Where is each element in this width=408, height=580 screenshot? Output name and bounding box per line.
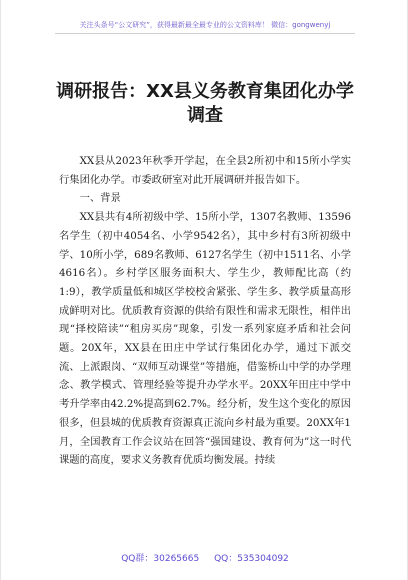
header-divider <box>55 33 355 34</box>
footer-contact <box>1 551 408 564</box>
paragraph-background: XX县共有4所初级中学、15所小学，1307名教师、13596名学生（初中4054名、小学9542名），其中乡村有3所初级中学、10所小学，689名教师、6127名学生（初中1511名、小学4616名）。乡村学区服务面积大、学生少，教师配比高（约1:9），教学质量低和城区学校校舍紧张、学生多、教学质量高形成鲜明对比。优质教育资源的供给有限性和需求无限性，相伴出现“择校陪读”“租房买房”现象，引发一系列家庭矛盾和社会问题。20X年，XX县在田庄中学试行集团化办学，通过下派交流、上派跟岗、“双师互动课堂”等措施，借鉴桥山中学的办学理念、教学模式、管理经验等提升办学水平。20XX年田庄中学中考升学率由42.2%提高到62.7%。经分析，发生这个变化的原因很多，但县城的优质教育资源真正流向乡村最为重要。20XX年1月，全国教育工作会议站在回答“强国建设、教育何为”这一时代课题的高度，要求义务教育优质均衡发展。持续 <box>59 211 351 467</box>
document-title <box>1 80 408 128</box>
title-line-2: 调查 <box>187 105 223 126</box>
section-heading-background: 一、背景 <box>79 192 121 205</box>
title-line-1: 调研报告：XX县义务教育集团化办学 <box>56 81 354 102</box>
footer-qq: QQ：535304092 <box>214 554 289 564</box>
document-body <box>59 152 351 470</box>
footer-qq-group: QQ群：30265665 <box>121 554 200 564</box>
paragraph-intro: XX县从2023年秋季开学起，在全县2所初中和15所小学实行集团化办学。市委政研室对此开展调研并报告如下。 <box>59 155 351 186</box>
header-promo-note: 关注头条号“公文研究”，获得最新最全最专业的公文资料库！ 微信：gongwenyj <box>79 21 331 29</box>
